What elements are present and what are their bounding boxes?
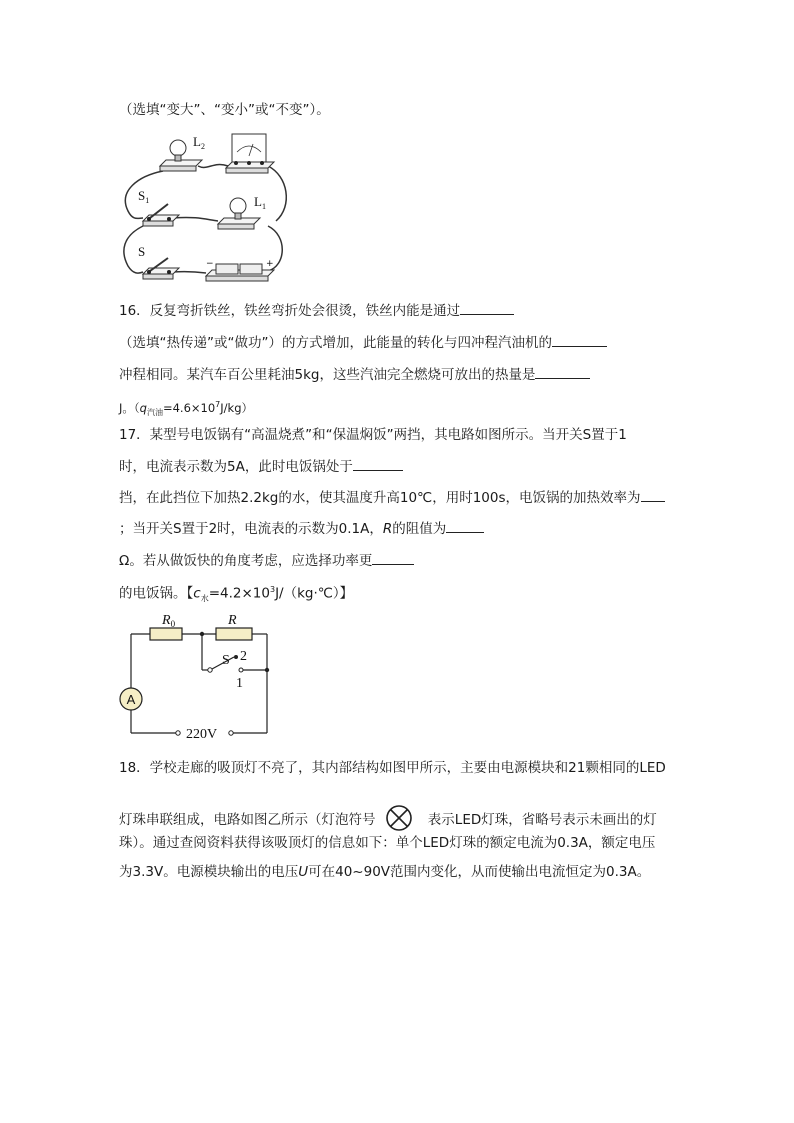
fig17-circuit-diagram bbox=[112, 612, 277, 740]
q17-line-4a: ；当开关S置于2时，电流表的示数为0.1A， bbox=[119, 521, 383, 537]
q16-blank-3[interactable] bbox=[535, 364, 590, 379]
q18-line-4b: 可在40~90V范围内变化，从而使输出电流恒定为0.3A。 bbox=[308, 864, 651, 880]
q16-blank-2[interactable] bbox=[552, 332, 607, 347]
R-resistor bbox=[216, 628, 252, 640]
fig15-S-label: S bbox=[138, 244, 146, 259]
fig15-L1-label: $L_1$ bbox=[254, 194, 266, 211]
q18-line-2a: 灯珠串联组成，电路如图乙所示（灯泡符号 bbox=[119, 812, 376, 828]
fig15-S1-label: $S_1$ bbox=[138, 188, 150, 205]
q16-line-1-text: 16．反复弯折铁丝，铁丝弯折处会很烫，铁丝内能是通过 bbox=[119, 303, 461, 319]
fig17-S-label: S bbox=[222, 653, 230, 668]
q17-exponent: 3 bbox=[269, 585, 276, 594]
fig15-minus-label: − bbox=[206, 259, 214, 269]
q17-blank-2[interactable] bbox=[641, 487, 665, 502]
q17-line-2-text: 时，电流表示数为5A，此时电饭锅处于 bbox=[119, 459, 353, 475]
q17-line-6a: 的电饭锅。【 bbox=[119, 585, 194, 602]
q17-line-1: 17．某型号电饭锅有“高温烧煮”和“保温焖饭”两挡，其电路如图所示。当开关S置于1 bbox=[119, 427, 627, 443]
q16-line-3-text: 冲程相同。某汽车百公里耗油5kg，这些汽油完全燃烧可放出的热量是 bbox=[119, 367, 536, 383]
q18-line-3: 珠）。通过查阅资料获得该吸顶灯的信息如下：单个LED灯珠的额定电流为0.3A，额定电压 bbox=[119, 835, 656, 851]
q17-c-symbol: c bbox=[193, 585, 201, 602]
q17-line-6c: J/（kg·℃）】 bbox=[275, 585, 354, 602]
q17-blank-1[interactable] bbox=[353, 456, 403, 471]
fig17-pos2-label: 2 bbox=[240, 649, 247, 664]
q16-line-4a: J。（ bbox=[119, 400, 140, 415]
q17-line-5-text: Ω。若从做饭快的角度考虑，应选择功率更 bbox=[119, 553, 373, 569]
q17-line-2 bbox=[119, 456, 403, 477]
q17-blank-4[interactable] bbox=[372, 550, 414, 565]
q16-line-2 bbox=[119, 332, 607, 353]
q18-line-4a: 为3.3V。电源模块输出的电压 bbox=[119, 864, 299, 880]
q16-exponent: 7 bbox=[215, 400, 221, 409]
q15-tail-text: （选填“变大”、“变小”或“不变”）。 bbox=[119, 102, 330, 118]
q17-line-6 bbox=[119, 580, 353, 609]
R0-resistor bbox=[150, 628, 182, 640]
q17-c-subscript: 水 bbox=[200, 594, 209, 604]
q17-blank-3[interactable] bbox=[446, 518, 484, 533]
q16-line-1 bbox=[119, 300, 514, 321]
q16-line-4b: =4.6×10 bbox=[162, 400, 216, 415]
q18-U-symbol: U bbox=[298, 864, 309, 880]
q16-q-symbol: q bbox=[139, 400, 147, 415]
q17-line-3 bbox=[119, 487, 665, 508]
q17-line-3-text: 挡，在此挡位下加热2.2kg的水，使其温度升高10℃，用时100s，电饭锅的加热效率为 bbox=[119, 490, 641, 506]
q18-line-2 bbox=[119, 803, 657, 837]
fig15-L2-label: $L_2$ bbox=[193, 134, 205, 151]
led-bulb-symbol-icon bbox=[384, 803, 414, 833]
q18-line-2b: 表示LED灯珠，省略号表示未画出的灯 bbox=[427, 812, 657, 828]
q17-line-6b: =4.2×10 bbox=[208, 585, 270, 602]
fig17-pos1-label: 1 bbox=[236, 676, 243, 691]
q17-line-4 bbox=[119, 518, 484, 539]
fig17-R-label: R bbox=[228, 613, 237, 628]
fig17-voltage-label: 220V bbox=[186, 727, 218, 740]
q18-line-1: 18．学校走廊的吸顶灯不亮了，其内部结构如图甲所示，主要由电源模块和21颗相同的LED bbox=[119, 760, 666, 776]
q16-q-subscript: 汽油 bbox=[146, 408, 163, 418]
fig17-R0-label: $R_0$ bbox=[162, 613, 176, 629]
fig15-plus-label: + bbox=[266, 259, 274, 269]
q16-line-3 bbox=[119, 364, 590, 385]
q17-line-4b: 的阻值为 bbox=[392, 521, 447, 537]
q16-line-2-text: （选填“热传递”或“做功”）的方式增加，此能量的转化与四冲程汽油机的 bbox=[119, 335, 552, 351]
fig17-ammeter-label: A bbox=[126, 692, 136, 707]
q16-line-4 bbox=[119, 395, 253, 423]
q16-blank-1[interactable] bbox=[460, 300, 514, 315]
q17-line-5 bbox=[119, 550, 414, 571]
q16-line-4c: J/kg） bbox=[220, 400, 253, 415]
q18-line-4 bbox=[119, 862, 650, 882]
fig15-circuit-diagram bbox=[118, 126, 293, 286]
q17-R-symbol: R bbox=[382, 521, 393, 537]
